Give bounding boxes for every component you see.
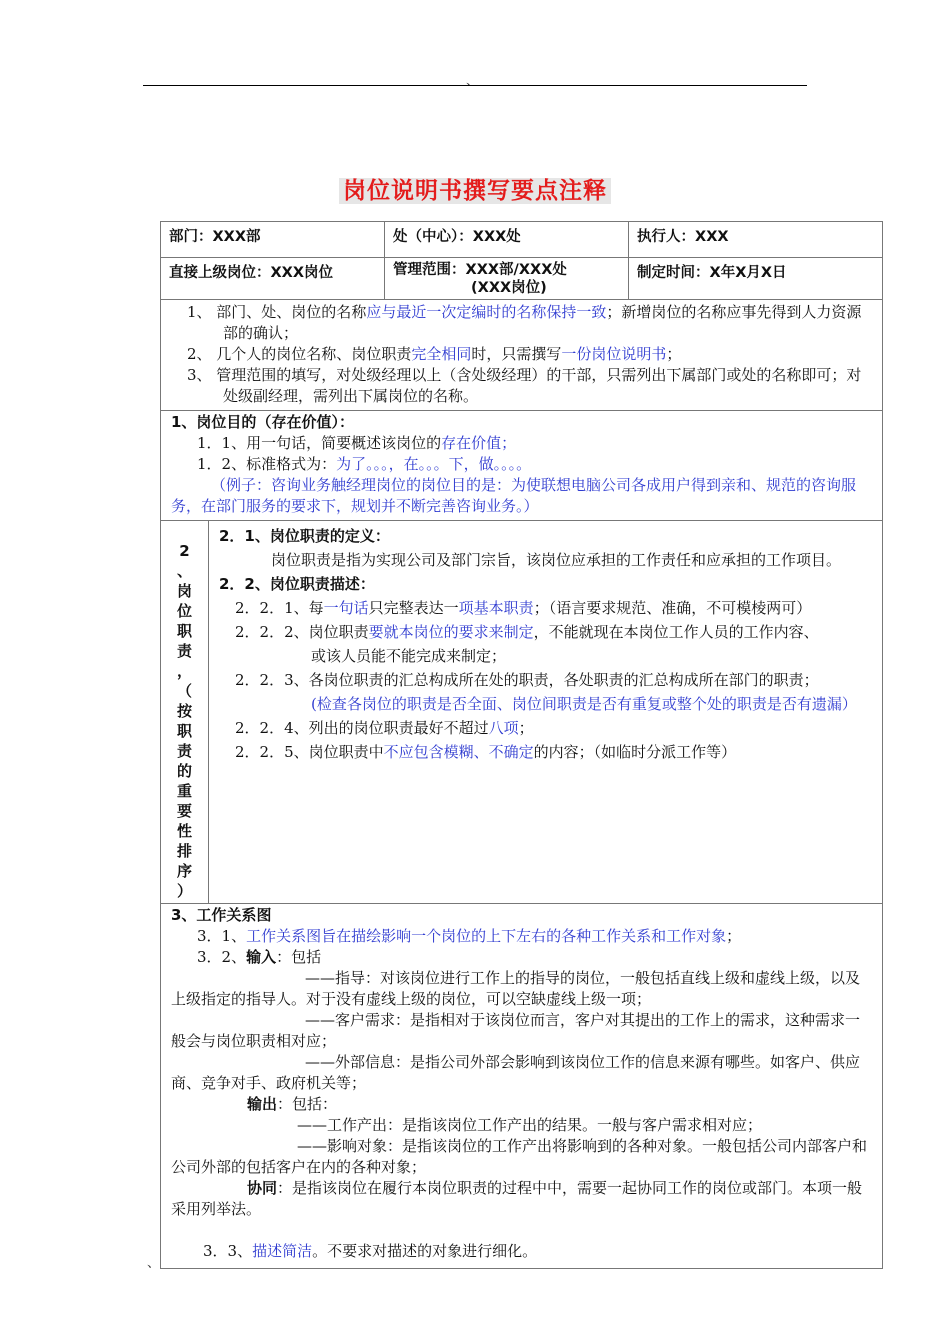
duty-1-highlight-1: 一句话 (323, 599, 369, 617)
duty-1-rest: ；（语言要求规范、准确，不可模棱两可） (533, 599, 812, 617)
scope-line-2: (XXX岗位) (471, 280, 547, 296)
output-label: 输出 (247, 1095, 278, 1113)
relations-3-num: 3．3、 (203, 1242, 253, 1260)
relations-1-num: 3．1、 (197, 927, 247, 945)
relations-3-highlight: 描述简洁 (252, 1242, 313, 1260)
duty-3: 2．2．3、各岗位职责的汇总构成所在处的职责，各处职责的汇总构成所在部门的职责； (235, 671, 819, 689)
purpose-cell (161, 411, 883, 521)
dept-cell: 部门：XXX部 (161, 222, 385, 258)
purpose-line-1-text: 1．1、用一句话，简要概述该岗位的 (197, 434, 442, 452)
duties-def-text: 岗位职责是指为实现公司及部门宗旨，该岗位应承担的工作责任和应承担的工作项目。 (271, 551, 842, 569)
duty-1-highlight-2: 项基本职责 (458, 599, 534, 617)
purpose-format: 为了。。。，在。。。下，做。。。。 (336, 455, 532, 473)
coop-line (171, 1178, 872, 1220)
purpose-row (161, 411, 883, 521)
relations-1-end: ； (726, 927, 742, 945)
relations-row (161, 904, 883, 1269)
duty-2-rest: ，不能就现在本岗位工作人员的工作内容、 (533, 623, 819, 641)
relations-2-num: 3．2、 (197, 948, 247, 966)
duty-4-text: 2．2．4、列出的岗位职责最好不超过 (235, 719, 489, 737)
note-2-text: 2、 几个人的岗位名称、岗位职责 (187, 345, 412, 363)
note-1-highlight: 应与最近一次定编时的名称保持一致 (366, 303, 607, 321)
purpose-line-1 (171, 433, 872, 454)
output-line (171, 1094, 872, 1115)
note-2-text-2: 时，只需撰写 (471, 345, 562, 363)
relations-heading: 3、工作关系图 (171, 906, 272, 924)
relations-1-highlight: 工作关系图旨在描绘影响一个岗位的上下左右的各种工作关系和工作对象 (246, 927, 727, 945)
purpose-line-1-highlight: 存在价值； (441, 434, 517, 452)
duty-4-highlight: 八项 (488, 719, 519, 737)
note-2-highlight-2: 一份岗位说明书 (561, 345, 667, 363)
header-mark: 、 (466, 74, 480, 89)
notes-row (161, 300, 883, 411)
output-impact: ——影响对象：是指该岗位的工作产出将影响到的各种对象。一般包括公司内部客户和公司外部的包括客户在内的各种对象； (171, 1137, 868, 1176)
coop-label: 协同 (247, 1179, 278, 1197)
purpose-line-2-text: 1．2、标准格式为： (197, 455, 337, 473)
spacer (171, 1220, 872, 1241)
note-2 (171, 344, 872, 365)
coop-text: ：是指该岗位在履行本岗位职责的过程中中，需要一起协同工作的岗位或部门。本项一般采用列举法。 (171, 1179, 863, 1218)
note-3: 3、 管理范围的填写，对处级经理以上（含处级经理）的干部，只需列出下属部门或处的名称即可；对处级副经理，需列出下属岗位的名称。 (187, 366, 862, 405)
notes-cell (161, 300, 883, 411)
duty-1-text: 2．2．1、每 (235, 599, 324, 617)
duty-3-note: (检查各岗位的职责是否全面、岗位间职责是否有重复或整个处的职责是否有遗漏） (311, 695, 857, 713)
scope-cell (385, 258, 629, 300)
duty-5 (219, 740, 872, 764)
relations-3-rest: 。不要求对描述的对象进行细化。 (312, 1242, 538, 1260)
footer-mark: 、 (147, 1256, 161, 1271)
header-rule (143, 85, 807, 86)
job-description-table (160, 221, 883, 1269)
duty-2-text: 2．2．2、岗位职责 (235, 623, 369, 641)
purpose-heading: 1、岗位目的（存在价值）： (171, 413, 354, 431)
relations-cell (161, 904, 883, 1269)
scope-line-1: 管理范围：XXX部/XXX处 (393, 262, 567, 278)
purpose-line-2 (171, 454, 872, 475)
date-cell: 制定时间：X年X月X日 (629, 258, 883, 300)
input-customer: ——客户需求：是指相对于该岗位而言，客户对其提出的工作上的需求，这种需求一般会与岗位职责相对应； (171, 1011, 861, 1050)
document-title (0, 172, 950, 205)
relations-3 (171, 1241, 872, 1262)
duty-4-end: ； (518, 719, 534, 737)
duty-1 (219, 596, 872, 620)
duties-side-label: 2、岗位职责，（按职责的重要性排序） (176, 542, 192, 900)
relations-2 (171, 947, 872, 968)
duties-desc-heading: 2．2、岗位职责描述： (219, 575, 375, 593)
input-external: ——外部信息：是指公司外部会影响到该岗位工作的信息来源有哪些。如客户、供应商、竞争对手、政府机关等； (171, 1053, 861, 1092)
title-text: 岗位说明书撰写要点注释 (339, 178, 611, 204)
duty-5-text: 2．2．5、岗位职责中 (235, 743, 384, 761)
duty-4 (219, 716, 872, 740)
duty-2-cont: 或该人员能不能完成来制定； (311, 647, 507, 665)
duties-cell (209, 521, 883, 904)
duty-1-text-2: 只完整表达一 (368, 599, 459, 617)
note-1-rest: ；新增岗位的名称应事先得到人力资源部的确认； (223, 303, 862, 342)
note-1-text: 1、 部门、处、岗位的名称 (187, 303, 367, 321)
office-cell: 处（中心）：XXX处 (385, 222, 629, 258)
executor-cell: 执行人：XXX (629, 222, 883, 258)
info-row-1 (161, 222, 883, 258)
note-1 (171, 302, 872, 344)
duties-side-cell (161, 521, 209, 904)
relations-1 (171, 926, 872, 947)
input-guide: ——指导：对该岗位进行工作上的指导的岗位，一般包括直线上级和虚线上级，以及上级指定的指导人。对于没有虚线上级的岗位，可以空缺虚线上级一项； (171, 969, 861, 1008)
output-rest: ：包括： (277, 1095, 338, 1113)
duty-5-rest: 的内容；（如临时分派工作等） (533, 743, 737, 761)
duty-2-highlight: 要就本岗位的要求来制定 (368, 623, 534, 641)
superior-cell: 直接上级岗位：XXX岗位 (161, 258, 385, 300)
purpose-example: （例子：咨询业务触经理岗位的岗位目的是：为使联想电脑公司各成用户得到亲和、规范的咨询服务，在部门服务的要求下，规划并不断完善咨询业务。） (171, 476, 857, 515)
relations-2-rest: ：包括 (276, 948, 322, 966)
note-2-end: ； (666, 345, 682, 363)
duties-def-heading: 2．1、岗位职责的定义： (219, 527, 390, 545)
duty-5-highlight: 不应包含模糊、不确定 (383, 743, 534, 761)
input-label: 输入 (246, 948, 277, 966)
output-product: ——工作产出：是指该岗位工作产出的结果。一般与客户需求相对应； (297, 1116, 763, 1134)
duties-row (161, 521, 883, 904)
duty-2 (219, 620, 872, 644)
info-row-2 (161, 258, 883, 300)
note-2-highlight-1: 完全相同 (411, 345, 472, 363)
